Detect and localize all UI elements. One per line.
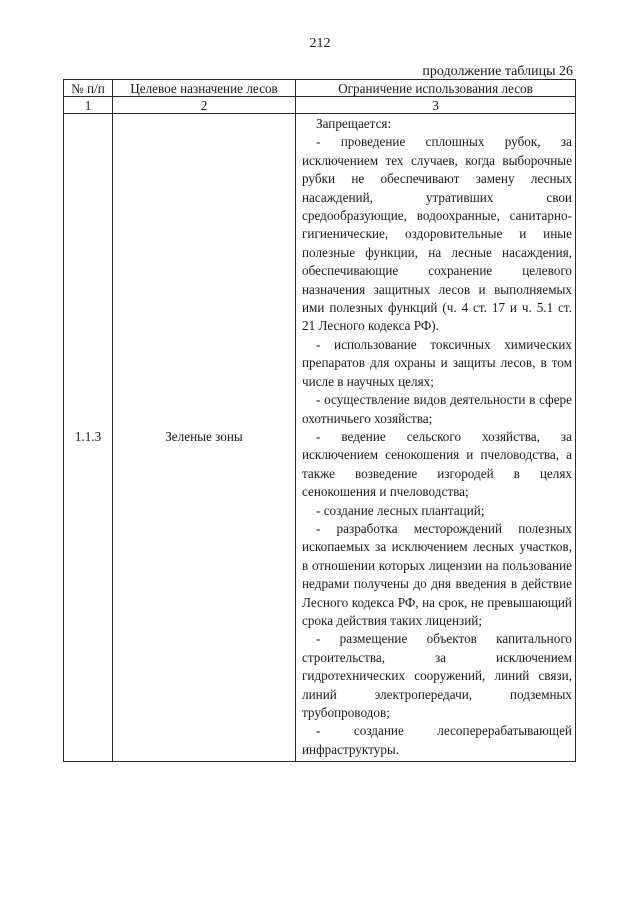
restriction-item: - проведение сплошных рубок, за исключением тех случаев, когда выборочные рубки не обеспечивают замену лесных насаждений, утративших свои средообразующие, водоохранные, санитарно-гигиенические, оздоровительные и иные полезные функции, на лесные насаждения, обеспечивающие сохранение целевого назначения защитных лесов и выполняемых ими полезных функций (ч. 4 ст. 17 и ч. 5.1 ст. 21 Лесного кодекса РФ). (302, 134, 572, 334)
forest-purpose: Зеленые зоны (113, 114, 296, 762)
restriction-item: - осуществление видов деятельности в сфере охотничьего хозяйства; (302, 392, 572, 426)
table-continuation-label: продолжение таблицы 26 (422, 64, 573, 79)
column-number-2: 2 (113, 97, 296, 114)
restriction-item: - размещение объектов капитального строительства, за исключением гидротехнических сооружений, линий связи, линий электропередачи, подземных трубопроводов; (302, 631, 572, 720)
table-header-row (64, 80, 576, 97)
column-number-1: 1 (64, 97, 113, 114)
table-row (64, 114, 576, 762)
column-number-row (64, 97, 576, 114)
column-number-3: 3 (296, 97, 576, 114)
restriction-item: - разработка месторождений полезных ископаемых за исключением лесных участков, в отношении которых лицензии на пользование недрами получены до дня введения в действие Лесного кодекса РФ, на срок, не превышающий срока действия таких лицензий; (302, 520, 572, 628)
restriction-item: - ведение сельского хозяйства, за исключением сенокошения и пчеловодства, а также возведение изгородей в целях сенокошения и пчеловодства; (302, 428, 572, 500)
page-number: 212 (309, 36, 331, 51)
restriction-item: - создание лесных плантаций; (316, 502, 485, 518)
restriction-item: - использование токсичных химических препаратов для охраны и защиты лесов, в том числе в научных целях; (302, 336, 572, 389)
header-restrictions: Ограничение использования лесов (296, 80, 576, 97)
header-purpose: Целевое назначение лесов (113, 80, 296, 97)
restrictions-intro: Запрещается: (316, 116, 392, 131)
header-number: № п/п (64, 80, 113, 97)
row-number: 1.1.3 (64, 114, 113, 762)
restrictions-cell (296, 114, 576, 762)
restrictions-table (63, 79, 576, 762)
restriction-item: - создание лесоперерабатывающей инфраструктуры. (302, 723, 572, 757)
